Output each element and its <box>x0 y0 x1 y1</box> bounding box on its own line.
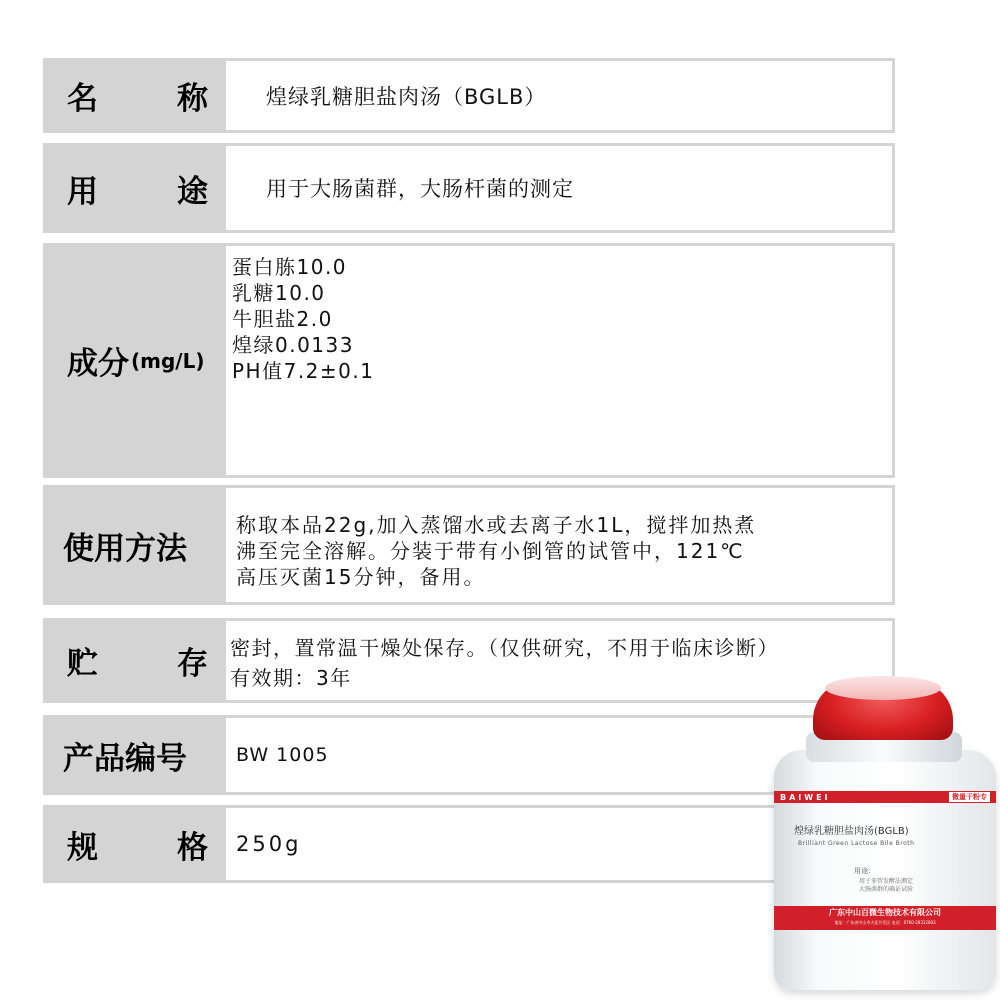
method-label: 使用方法 <box>63 530 187 567</box>
use-value-cell <box>226 146 892 230</box>
bottle-tag: 微量干粉专 <box>949 792 990 802</box>
composition-item: PH值7.2±0.1 <box>232 359 375 383</box>
code-row <box>43 715 895 795</box>
bottle-brand: BAIWEI <box>780 792 831 802</box>
name-value-cell <box>226 61 892 130</box>
code-label: 产品编号 <box>63 740 187 777</box>
use-text: 用于大肠菌群，大肠杆菌的测定 <box>266 177 574 201</box>
composition-item: 乳糖10.0 <box>232 281 326 305</box>
bottle-title: 煌绿乳糖胆盐肉汤(BGLB) <box>794 826 909 837</box>
composition-item: 牛胆盐2.0 <box>232 307 333 331</box>
composition-row <box>43 243 895 478</box>
spec-label: 规 格 <box>67 829 208 866</box>
composition-unit: (mg/L) <box>131 348 205 373</box>
bottle-body <box>774 750 996 990</box>
bottle-brand-band <box>774 791 996 803</box>
storage-label: 贮 存 <box>67 646 208 682</box>
name-row <box>43 58 895 133</box>
bottle-address: 地址：广东省中山市火炬开发区 电话：0760-28312603 <box>834 920 936 925</box>
method-line: 高压灭菌15分钟，备用。 <box>236 565 486 589</box>
storage-line: 有效期：3年 <box>230 666 352 690</box>
product-code: BW 1005 <box>236 744 329 766</box>
use-row <box>43 143 895 233</box>
bottle-use-text: 用于多管发酵法测定 大肠菌群的确证试验 <box>858 878 913 893</box>
composition-label: 成分 (mg/L) <box>67 346 205 382</box>
composition-item: 煌绿0.0133 <box>232 333 354 357</box>
method-line: 称取本品22g,加入蒸馏水或去离子水1L，搅拌加热煮 <box>236 513 757 537</box>
method-line: 沸至完全溶解。分装于带有小倒管的试管中，121℃ <box>236 539 745 563</box>
storage-line: 密封，置常温干燥处保存。（仅供研究，不用于临床诊断） <box>230 636 779 660</box>
method-text <box>226 488 892 602</box>
bottle-cap-top <box>825 676 941 700</box>
product-name: 煌绿乳糖胆盐肉汤（BGLB） <box>266 84 547 109</box>
storage-row <box>43 618 895 703</box>
bottle-company: 广东中山百微生物技术有限公司 <box>829 908 941 917</box>
bottle-company-band <box>774 906 996 930</box>
product-bottle-image <box>770 670 1000 1000</box>
spec-row <box>43 805 895 883</box>
bottle-use-label: 用途： <box>854 867 875 875</box>
composition-item: 蛋白胨10.0 <box>232 255 348 279</box>
bottle-subtitle: Brilliant Green Lactose Bile Broth <box>798 840 915 847</box>
composition-list <box>226 246 892 475</box>
use-label: 用 途 <box>67 173 208 210</box>
method-row <box>43 485 895 605</box>
product-spec: 250g <box>236 832 302 856</box>
name-label: 名 称 <box>67 81 208 117</box>
